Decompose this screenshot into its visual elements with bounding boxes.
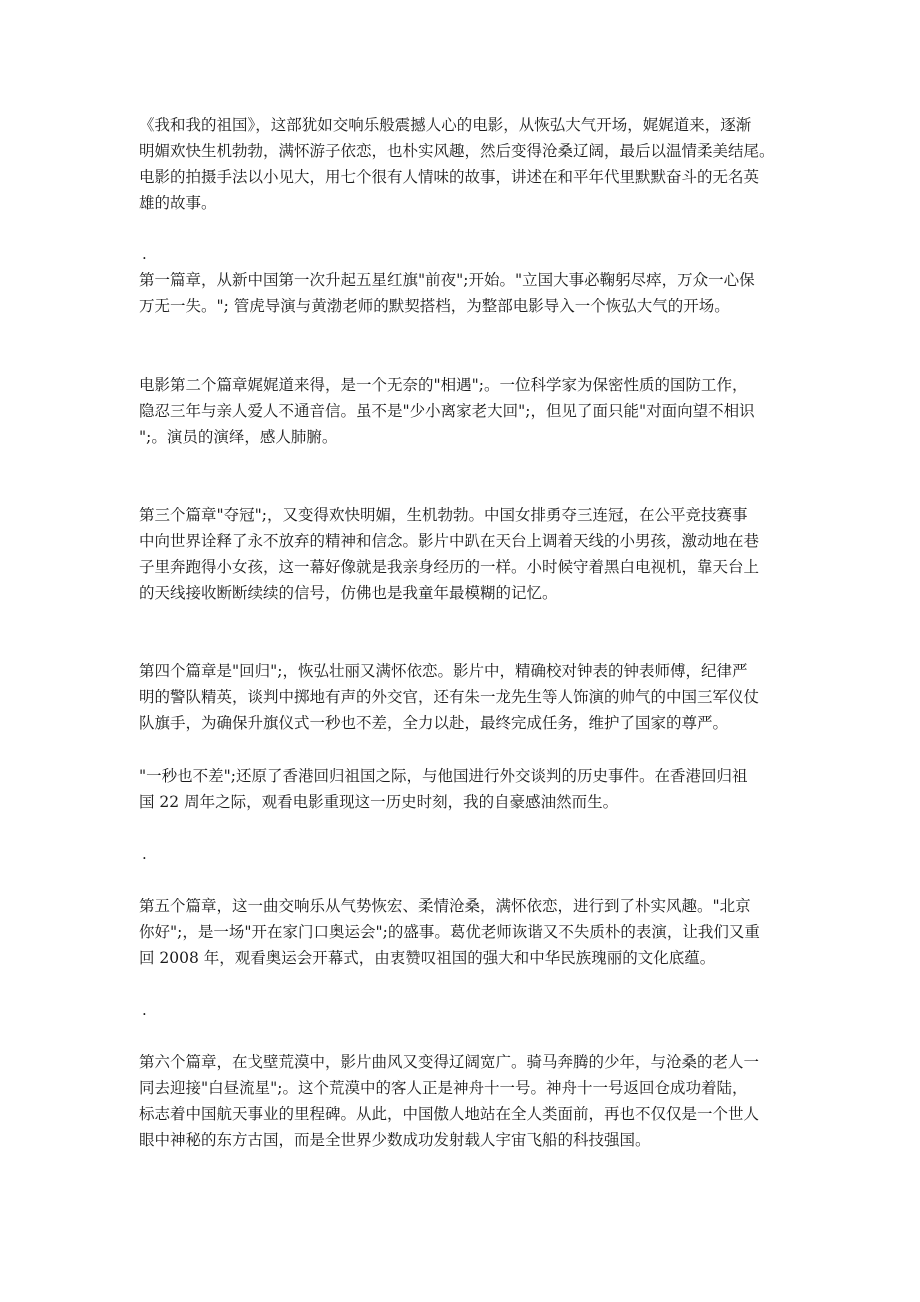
text-line: 第五个篇章，这一曲交响乐从气势恢宏、柔情沧桑，满怀依恋，进行到了朴实风趣。"北京 [139,897,751,915]
paragraph-chapter-1 [139,267,809,319]
paragraph-chapter-5 [139,893,809,971]
text-line: 队旗手，为确保升旗仪式一秒也不差，全力以赴，最终完成任务，维护了国家的尊严。 [139,714,729,732]
text-line: 你好";，是一场"开在家门口奥运会";的盛事。葛优老师诙谐又不失质朴的表演，让我们又重 [139,923,760,941]
text-line: 的天线接收断断续续的信号，仿佛也是我童年最模糊的记忆。 [139,584,558,602]
paragraph-chapter-6 [139,1049,809,1153]
text-line: 《我和我的祖国》，这部犹如交响乐般震撼人心的电影，从恢弘大气开场，娓娓道来，逐渐 [139,116,752,134]
text-line: ";。演员的演绎，感人肺腑。 [139,428,338,446]
text-line: 明的警队精英，谈判中掷地有声的外交官，还有朱一龙先生等人饰演的帅气的中国三军仪仗 [139,688,760,706]
paragraph-chapter-3 [139,502,809,606]
paragraph-chapter-2 [139,372,809,450]
paragraph-chapter-4 [139,658,809,736]
text-line: 明媚欢快生机勃勃，满怀游子依恋，也朴实风趣，然后变得沧桑辽阔，最后以温情柔美结尾。 [139,142,775,160]
text-line: 电影的拍摄手法以小见大，用七个很有人情味的故事，讲述在和平年代里默默奋斗的无名英 [139,168,760,186]
text-line: 中向世界诠释了永不放弃的精神和信念。影片中趴在天台上调着天线的小男孩，激动地在巷 [139,532,760,550]
text-line: 眼中神秘的东方古国，而是全世界少数成功发射载人宇宙飞船的科技强国。 [139,1131,651,1149]
text-line: 同去迎接"白昼流星";。这个荒漠中的客人正是神舟十一号。神舟十一号返回仓成功着陆， [139,1079,748,1097]
text-line: "一秒也不差";还原了香港回归祖国之际，与他国进行外交谈判的历史事件。在香港回归祖 [139,767,748,785]
text-line: 第四个篇章是"回归";，恢弘壮丽又满怀依恋。影片中，精确校对钟表的钟表师傅，纪律严 [139,662,748,680]
text-line: 第六个篇章，在戈壁荒漠中，影片曲风又变得辽阔宽广。骑马奔腾的少年，与沧桑的老人一 [139,1053,760,1071]
text-line: 万无一失。"; 管虎导演与黄渤老师的默契搭档，为整部电影导入一个恢弘大气的开场。 [139,297,730,315]
separator-dot: . [142,245,147,263]
text-line: 隐忍三年与亲人爱人不通音信。虽不是"少小离家老大回";，但见了面只能"对面向望不相识 [139,402,755,420]
separator-dot: . [142,845,147,863]
text-line: 回 2008 年，观看奥运会开幕式，由衷赞叹祖国的强大和中华民族瑰丽的文化底蕴。 [139,949,716,967]
paragraph-one-second [139,763,809,815]
text-line: 第一篇章，从新中国第一次升起五星红旗"前夜";开始。"立国大事必鞠躬尽瘁，万众一心保 [139,271,755,289]
text-line: 雄的故事。 [139,194,217,212]
text-line: 电影第二个篇章娓娓道来得，是一个无奈的"相遇";。一位科学家为保密性质的国防工作， [139,376,748,394]
separator-dot: . [142,1001,147,1019]
paragraph-intro [139,112,809,216]
text-line: 标志着中国航天事业的里程碑。从此，中国傲人地站在全人类面前，再也不仅仅是一个世人 [139,1105,760,1123]
text-line: 第三个篇章"夺冠";，又变得欢快明媚，生机勃勃。中国女排勇夺三连冠，在公平竞技赛事 [139,506,748,524]
text-line: 国 22 周年之际，观看电影重现这一历史时刻，我的自豪感油然而生。 [139,793,619,811]
text-line: 子里奔跑得小女孩，这一幕好像就是我亲身经历的一样。小时候守着黑白电视机，靠天台上 [139,558,760,576]
